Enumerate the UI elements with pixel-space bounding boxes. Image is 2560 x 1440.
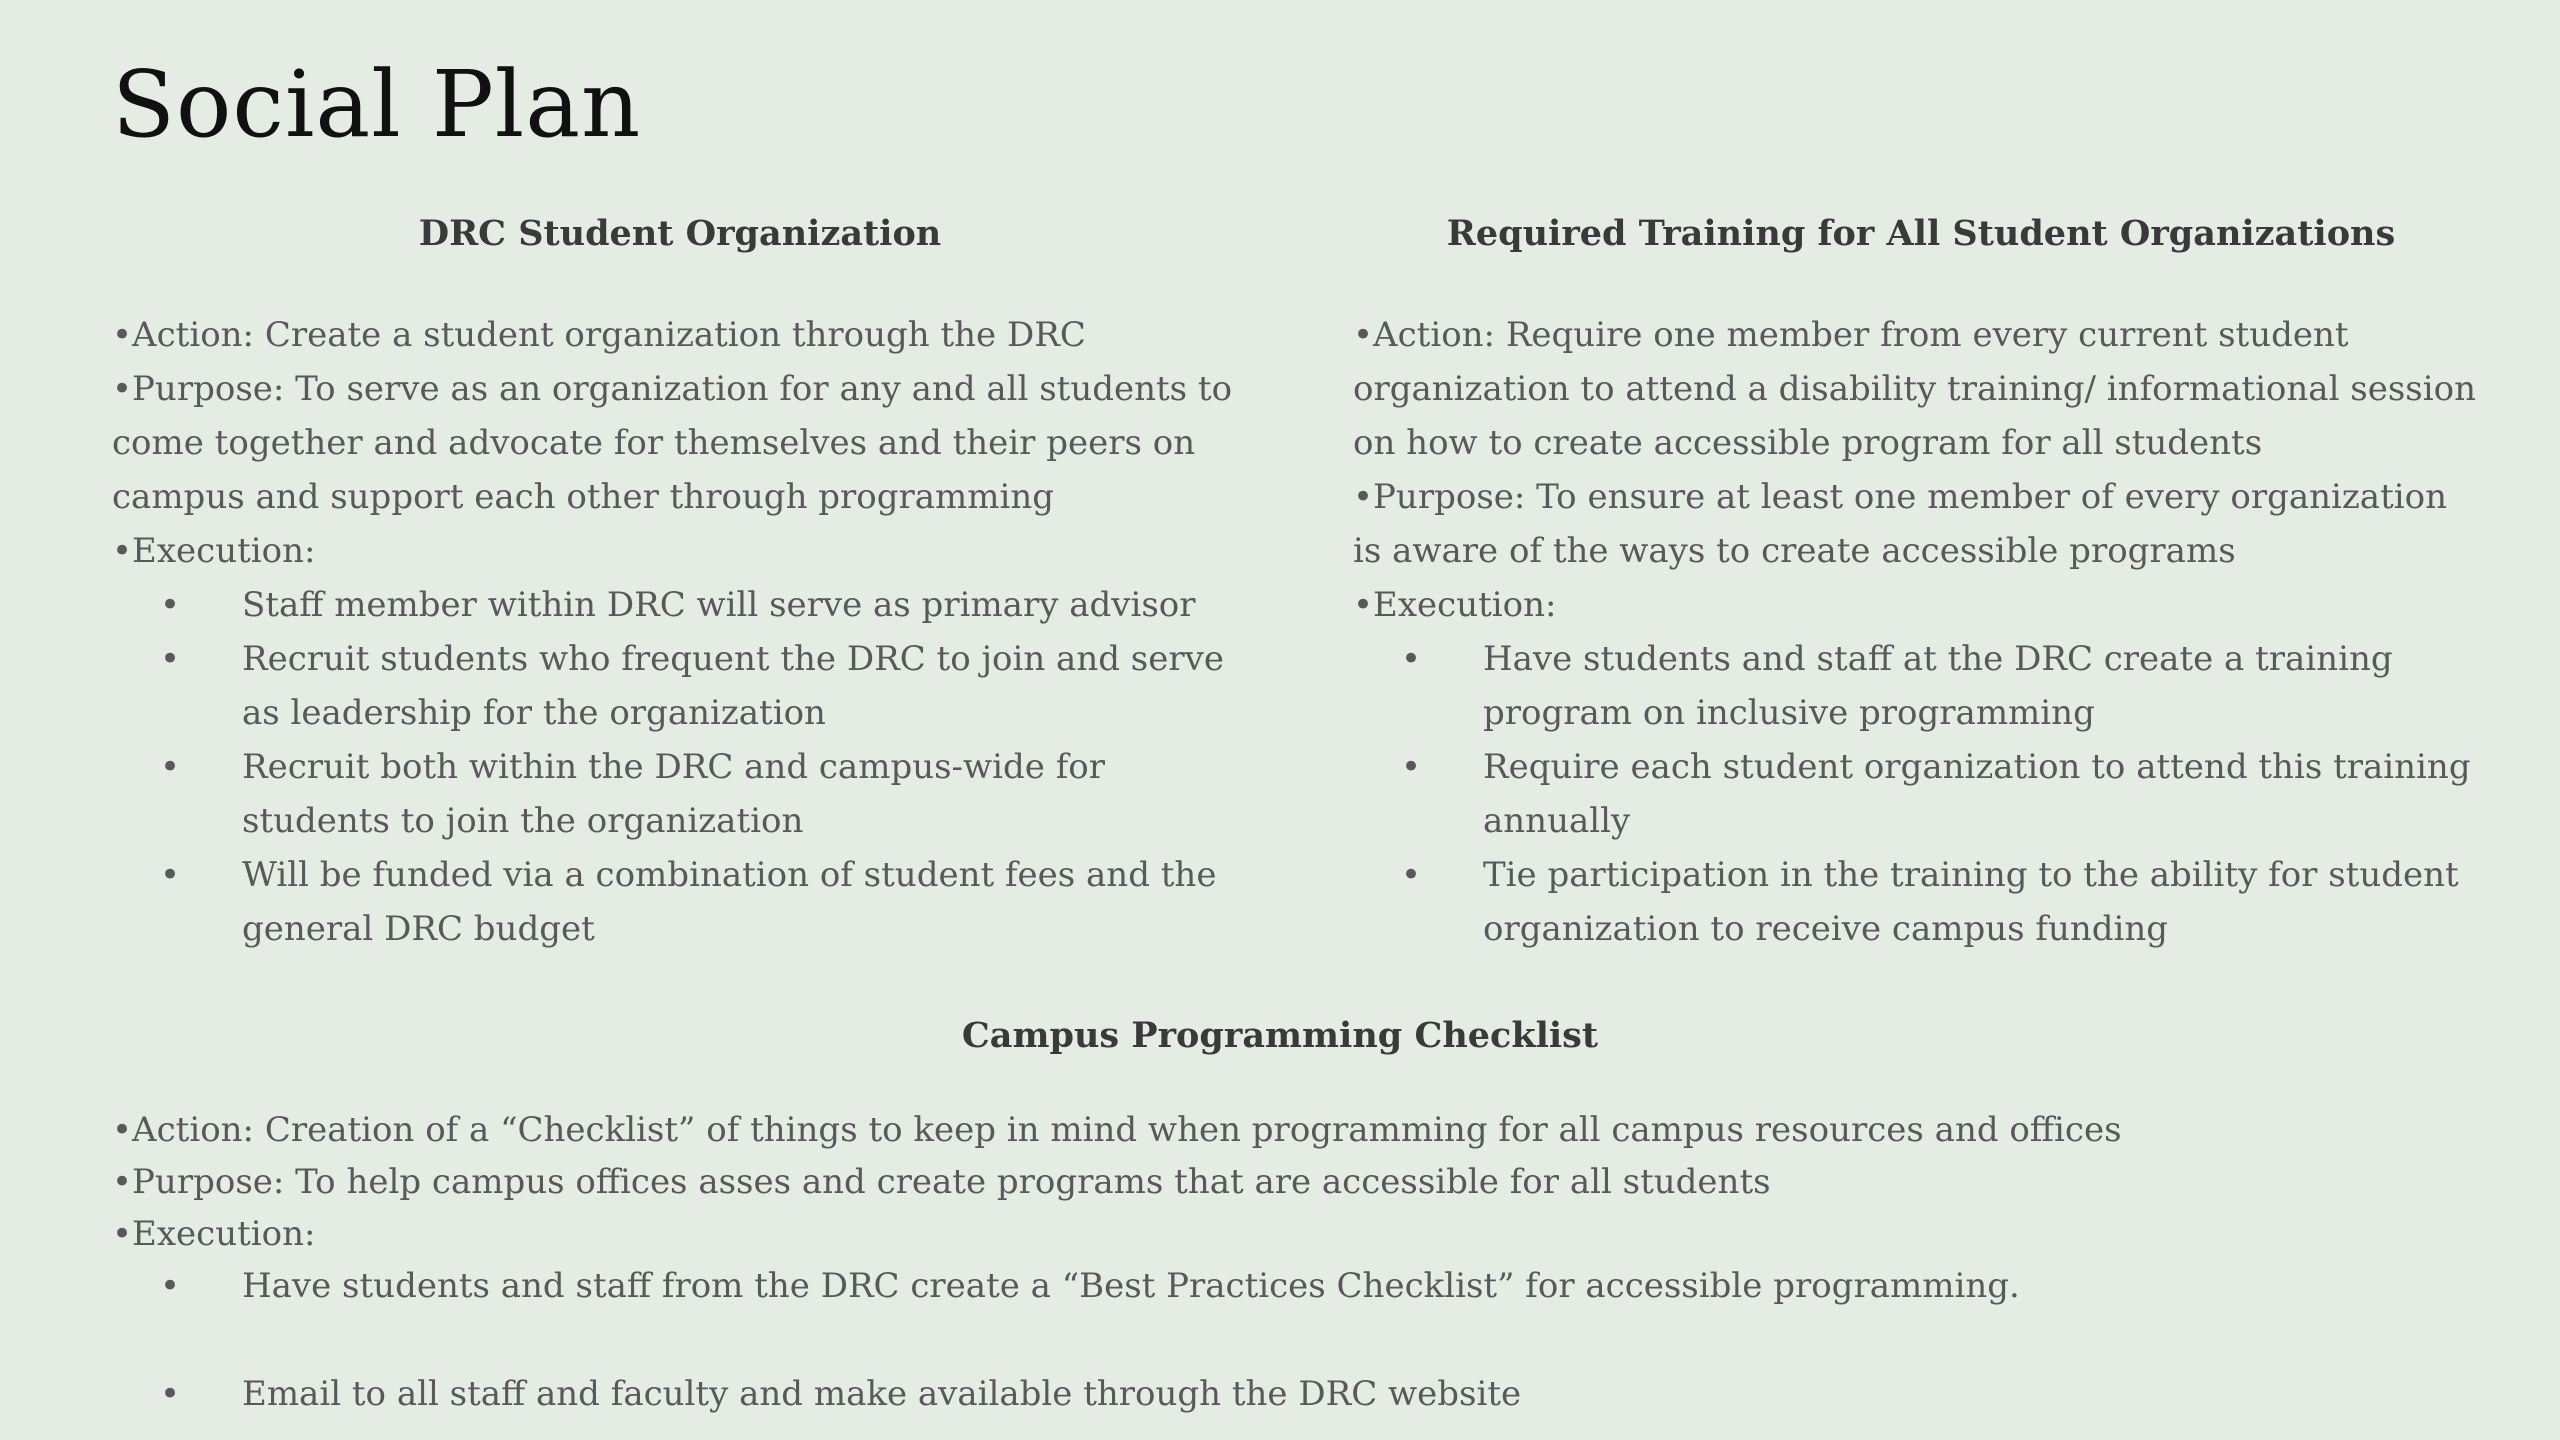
execution-label: •Execution: <box>112 531 316 571</box>
execution-list <box>112 578 1242 956</box>
list-item-text: Email to all staff and faculty and make available through the DRC website <box>242 1374 1522 1414</box>
list-item-text: Staff member within DRC will serve as primary advisor <box>242 585 1196 625</box>
list-item <box>1401 632 2483 740</box>
action-text: •Action: Create a student organization through the DRC <box>112 315 1086 355</box>
section-required-training <box>1353 200 2483 956</box>
section-heading: Campus Programming Checklist <box>961 1015 1599 1056</box>
list-item-text: Recruit students who frequent the DRC to join and serve as leadership for the organization <box>242 639 1224 733</box>
list-item-text: Require each student organization to attend this training annually <box>1483 747 2471 841</box>
execution-label: •Execution: <box>1353 585 1557 625</box>
section-heading: DRC Student Organization <box>418 213 942 254</box>
purpose-text: •Purpose: To help campus offices asses and create programs that are accessible for all students <box>112 1162 1771 1202</box>
list-item <box>1401 848 2483 956</box>
list-item <box>160 740 1242 848</box>
section-campus-programming-checklist <box>112 1002 2452 1420</box>
bullet-icon: • <box>160 855 181 895</box>
bullet-icon: • <box>1401 855 1422 895</box>
spacer <box>1353 268 2483 308</box>
action-text: •Action: Creation of a “Checklist” of things to keep in mind when programming for all campus resources and offices <box>112 1110 2122 1150</box>
bullet-icon: • <box>160 1266 181 1306</box>
list-item-text: Tie participation in the training to the ability for student organization to receive campus funding <box>1483 855 2459 949</box>
list-item <box>160 1260 2452 1312</box>
slide-title: Social Plan <box>112 51 642 158</box>
list-item-text: Have students and staff from the DRC create a “Best Practices Checklist” for accessible programming. <box>242 1266 2020 1306</box>
bullet-icon: • <box>160 1374 181 1414</box>
spacer <box>112 268 1242 308</box>
execution-list <box>112 1260 2452 1420</box>
list-item <box>160 848 1242 956</box>
bullet-icon: • <box>160 747 181 787</box>
bullet-icon: • <box>1401 639 1422 679</box>
bullet-icon: • <box>1401 747 1422 787</box>
bullet-icon: • <box>160 585 181 625</box>
purpose-text: •Purpose: To serve as an organization for any and all students to come together and advocate for themselves and their peers on campus and support each other through programming <box>112 369 1233 517</box>
purpose-text: •Purpose: To ensure at least one member of every organization is aware of the ways to create accessible programs <box>1353 477 2447 571</box>
list-item <box>160 1368 2452 1420</box>
execution-label: •Execution: <box>112 1214 316 1254</box>
action-text: •Action: Require one member from every current student organization to attend a disability training/ informational session on how to create accessible program for all students <box>1353 315 2476 463</box>
list-item <box>160 632 1242 740</box>
bullet-icon: • <box>160 639 181 679</box>
list-item <box>160 578 1242 632</box>
spacer <box>112 1070 2452 1104</box>
section-drc-student-organization <box>112 200 1242 956</box>
list-item-text: Have students and staff at the DRC create a training program on inclusive programming <box>1483 639 2393 733</box>
execution-list <box>1353 632 2483 956</box>
list-item-text: Will be funded via a combination of student fees and the general DRC budget <box>242 855 1217 949</box>
section-heading: Required Training for All Student Organizations <box>1446 213 2396 254</box>
list-item-text: Recruit both within the DRC and campus-wide for students to join the organization <box>242 747 1106 841</box>
list-item <box>1401 740 2483 848</box>
